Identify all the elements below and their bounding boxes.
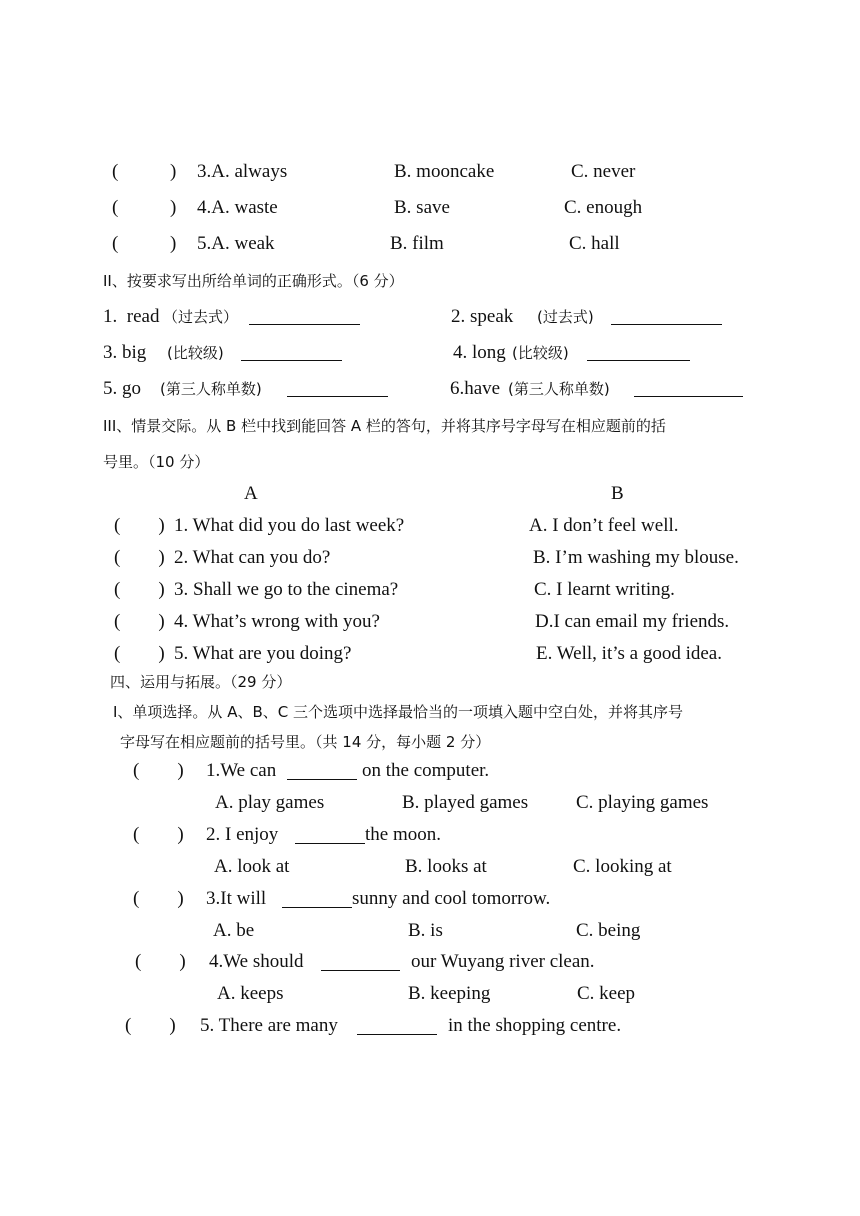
- word-item-5-label: 5. go: [103, 378, 141, 399]
- option-a: 3.A. always: [197, 161, 288, 182]
- word-item-2-blank[interactable]: [611, 324, 722, 325]
- choice-b: B. keeping: [408, 983, 491, 1004]
- question-stem-post: in the shopping centre.: [448, 1015, 622, 1036]
- word-item-1-blank[interactable]: [249, 324, 360, 325]
- match-paren[interactable]: ( ): [114, 579, 165, 600]
- question-stem-post: sunny and cool tomorrow.: [352, 888, 551, 909]
- question-stem-post: on the computer.: [362, 760, 490, 781]
- question-blank: [282, 907, 352, 908]
- match-question: 2. What can you do?: [174, 547, 331, 568]
- choice-c: C. looking at: [573, 856, 672, 877]
- match-paren[interactable]: ( ): [114, 643, 165, 664]
- option-a: 4.A. waste: [197, 197, 278, 218]
- question-blank: [357, 1034, 437, 1035]
- match-paren[interactable]: ( ): [114, 515, 165, 536]
- choice-a: A. be: [213, 920, 255, 941]
- word-item-4-label: 4. long: [453, 342, 506, 363]
- option-b: B. mooncake: [394, 161, 495, 182]
- word-item-1-label: 1. read: [103, 306, 160, 327]
- question-stem-post: the moon.: [365, 824, 441, 845]
- word-item-6-blank[interactable]: [634, 396, 743, 397]
- choice-paren[interactable]: ( ): [135, 951, 186, 972]
- section-4-heading: 四、运用与拓展。（29 分）: [110, 673, 292, 691]
- choice-b: B. played games: [402, 792, 529, 813]
- word-item-2-hint: (过去式): [537, 308, 594, 326]
- option-c: C. never: [571, 161, 636, 182]
- question-stem-post: our Wuyang river clean.: [411, 951, 595, 972]
- choice-a: A. keeps: [217, 983, 284, 1004]
- word-item-4-blank[interactable]: [587, 360, 690, 361]
- section-3-heading-line2: 号里。（10 分）: [103, 453, 210, 471]
- word-item-4-hint: (比较级): [512, 344, 569, 362]
- choice-b: B. is: [408, 920, 443, 941]
- word-item-3-label: 3. big: [103, 342, 147, 363]
- choice-c: C. playing games: [576, 792, 709, 813]
- answer-paren-open: (: [112, 197, 119, 218]
- question-blank: [295, 843, 365, 844]
- column-a-header: A: [244, 483, 258, 504]
- question-blank: [321, 970, 400, 971]
- question-stem-pre: 3.It will: [206, 888, 267, 909]
- match-paren[interactable]: ( ): [114, 547, 165, 568]
- choice-a: A. play games: [215, 792, 325, 813]
- choice-b: B. looks at: [405, 856, 487, 877]
- option-c: C. enough: [564, 197, 643, 218]
- answer-paren-close: ): [170, 161, 177, 182]
- question-stem-pre: 5. There are many: [200, 1015, 338, 1036]
- word-item-5-hint: (第三人称单数): [160, 380, 262, 398]
- match-answer: B. I’m washing my blouse.: [533, 547, 739, 568]
- choice-paren[interactable]: ( ): [133, 824, 184, 845]
- word-item-2-label: 2. speak: [451, 306, 514, 327]
- match-question: 1. What did you do last week?: [174, 515, 405, 536]
- choice-c: C. being: [576, 920, 641, 941]
- option-b: B. film: [390, 233, 444, 254]
- word-item-3-hint: (比较级): [167, 344, 224, 362]
- section-3-heading-line1: III、情景交际。从 B 栏中找到能回答 A 栏的答句，并将其序号字母写在相应题前的括: [103, 417, 666, 435]
- word-item-3-blank[interactable]: [241, 360, 342, 361]
- choice-paren[interactable]: ( ): [133, 760, 184, 781]
- match-question: 5. What are you doing?: [174, 643, 352, 664]
- choice-a: A. look at: [214, 856, 290, 877]
- option-c: C. hall: [569, 233, 620, 254]
- choice-c: C. keep: [577, 983, 636, 1004]
- section-4-sub-heading-line2: 字母写在相应题前的括号里。（共 14 分，每小题 2 分）: [120, 733, 491, 751]
- question-stem-pre: 2. I enjoy: [206, 824, 279, 845]
- answer-paren-open: (: [112, 233, 119, 254]
- answer-paren-open: (: [112, 161, 119, 182]
- match-answer: E. Well, it’s a good idea.: [536, 643, 722, 664]
- choice-paren[interactable]: ( ): [133, 888, 184, 909]
- match-answer: C. I learnt writing.: [534, 579, 675, 600]
- question-stem-pre: 4.We should: [209, 951, 304, 972]
- question-stem-pre: 1.We can: [206, 760, 277, 781]
- section-4-sub-heading-line1: I、单项选择。从 A、B、C 三个选项中选择最恰当的一项填入题中空白处，并将其序号: [113, 703, 683, 721]
- column-b-header: B: [611, 483, 624, 504]
- match-paren[interactable]: ( ): [114, 611, 165, 632]
- word-item-6-hint: (第三人称单数): [508, 380, 610, 398]
- match-answer: D.I can email my friends.: [535, 611, 730, 632]
- option-b: B. save: [394, 197, 450, 218]
- match-answer: A. I don’t feel well.: [529, 515, 679, 536]
- choice-paren[interactable]: ( ): [125, 1015, 176, 1036]
- word-item-6-label: 6.have: [450, 378, 501, 399]
- match-question: 4. What’s wrong with you?: [174, 611, 380, 632]
- option-a: 5.A. weak: [197, 233, 275, 254]
- answer-paren-close: ): [170, 233, 177, 254]
- section-2-heading: II、按要求写出所给单词的正确形式。（6 分）: [103, 272, 404, 290]
- answer-paren-close: ): [170, 197, 177, 218]
- match-question: 3. Shall we go to the cinema?: [174, 579, 399, 600]
- word-item-1-hint: （过去式）: [163, 308, 239, 326]
- question-blank: [287, 779, 357, 780]
- word-item-5-blank[interactable]: [287, 396, 388, 397]
